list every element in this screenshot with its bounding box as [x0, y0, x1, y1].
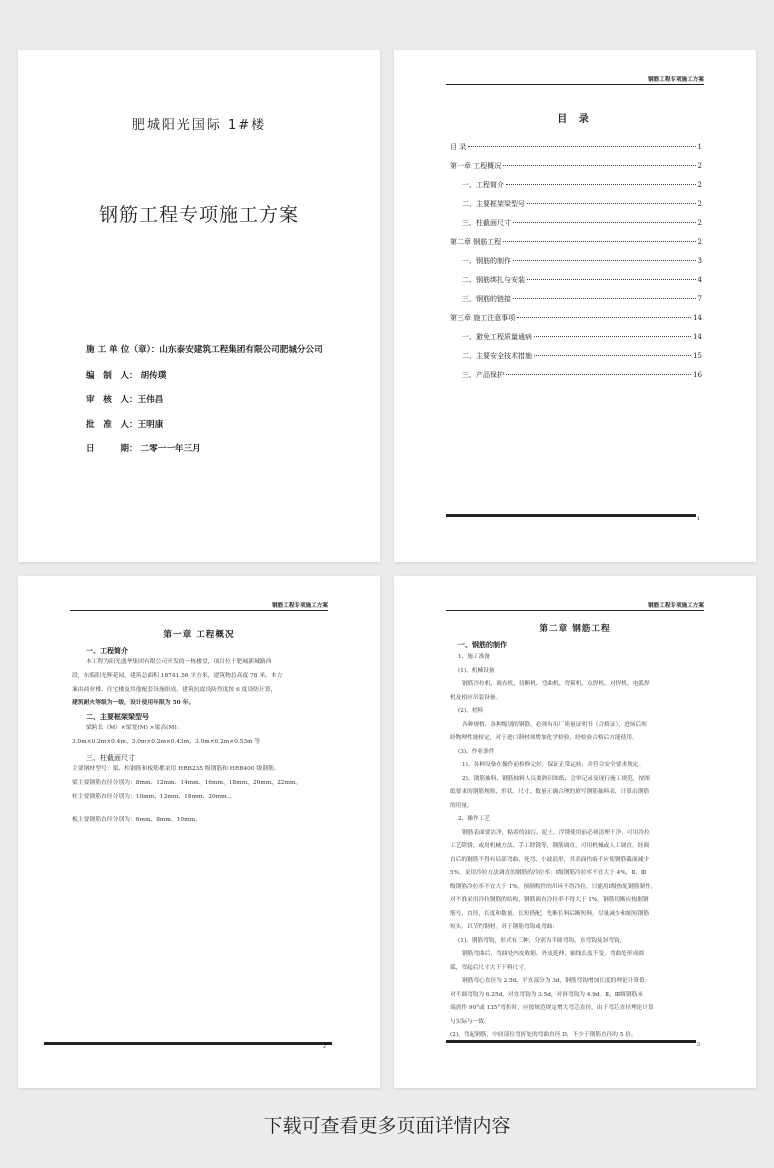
- reviewer: 审 核 人：王伟昌: [86, 395, 164, 405]
- toc-entry-label: 一、工程简介: [462, 181, 504, 189]
- toc-entry-label: 二、主要安全技术措施: [462, 352, 532, 360]
- toc-entry[interactable]: [450, 199, 702, 209]
- toc-leader-dots: [506, 184, 696, 185]
- toc-entry-label: 二、钢筋绑扎与安装: [462, 276, 525, 284]
- toc-leader-dots: [503, 241, 695, 242]
- header-rule: [70, 610, 328, 611]
- paragraph-columns: [72, 763, 362, 828]
- toc-entry-page: 7: [697, 295, 702, 303]
- text-line: 3.0m×0.2m×0.4m、3.0m×0.2m×0.43m、3.0m×0.2m×0.53m 等: [72, 738, 261, 745]
- text-line: 纸要求的钢筋规格、形状、尺寸、数量正确合理的填写钢筋抽料表，计算出钢筋: [450, 789, 650, 795]
- text-line: 钢筋弯曲后，弯曲处内皮收缩、外皮延伸、轴线长度不变，弯曲处形成圆: [462, 951, 644, 957]
- toc-leader-dots: [513, 298, 696, 299]
- chapter-two-body: [450, 651, 708, 1043]
- text-line: 各种规格、各种级别的钢筋，必须有出厂质量证明书（合格证），进场后须: [462, 721, 647, 728]
- toc-entry-page: 16: [693, 371, 702, 379]
- section-heading: 一、工程简介: [86, 646, 128, 655]
- toc-entry-page: 4: [697, 276, 702, 284]
- text-line: 主要钢材型号：梁、柱钢筋和板筋都采用 HRB235 级钢筋和 HRB400 级钢筋。: [72, 766, 280, 772]
- text-line: (2)、弯起钢筋，中间部位弯折处的弯曲直径 D，不少于钢筋直径的 5 倍。: [450, 1032, 637, 1038]
- text-line: 钢筋弯心直径为 2.5d，平直部分为 3d，钢筋弯钩增加长度的理论计算值：: [462, 978, 651, 984]
- compiler: 编 制 人： 胡传璞: [86, 371, 167, 381]
- running-header: 钢筋工程专项施工方案: [648, 603, 704, 609]
- toc-entry-page: 14: [693, 314, 702, 322]
- toc-entry-label: 三、产品保护: [462, 371, 504, 379]
- toc-entry-page: 3: [697, 257, 702, 265]
- page-number: 1: [696, 516, 700, 522]
- download-prompt: 下载可查看更多页面详情内容: [263, 1115, 511, 1137]
- chapter-heading: 第二章 钢筋工程: [539, 624, 611, 634]
- toc-entry-label: 一、避免工程质量通病: [462, 333, 532, 341]
- toc-entry[interactable]: [450, 180, 702, 190]
- toc-entry-label: 目 录: [450, 143, 467, 151]
- toc-entry[interactable]: [450, 237, 702, 247]
- text-line: 2、操作工艺: [458, 816, 491, 822]
- footer-rule: [44, 1042, 332, 1045]
- document-title: 钢筋工程专项施工方案: [98, 204, 299, 226]
- toc-entry[interactable]: [450, 256, 702, 266]
- cover-page: [18, 50, 380, 562]
- toc-leader-dots: [506, 374, 691, 375]
- text-line: 级钢筋冷拉率不宜大于 1%，预制构件的吊环不得冷拉，只能用Ⅰ级热轧钢筋制作，: [450, 883, 657, 890]
- header-rule: [446, 84, 704, 85]
- text-line: 本工程为阳光盛华集团有限公司开发的一栋楼盘，项目位于肥城新城路西: [86, 659, 272, 665]
- text-line: 1、施工准备: [458, 654, 491, 660]
- text-line: 梁主要钢筋直径分别为：8mm、12mm、14mm、16mm、18mm、20mm、22mm。: [72, 779, 302, 786]
- text-line: 经物理性能检定，对于进口钢材须增加化学检验，经检验合格后方能使用。: [450, 735, 638, 741]
- text-line: 柱主要钢筋直径分别为：10mm、12mm、18mm、20mm。。: [72, 793, 236, 800]
- toc-leader-dots: [513, 222, 696, 223]
- toc-entry[interactable]: [450, 218, 702, 228]
- date: 日 期： 二零一一年三月: [86, 444, 201, 454]
- text-line: 直后的钢筋不得有局部弯曲、死弯、小波浪形，其表面伤痕不应使钢筋截面减少: [450, 856, 650, 863]
- toc-entry[interactable]: [450, 294, 702, 304]
- toc-entry[interactable]: [450, 351, 702, 361]
- running-header: 钢筋工程专项施工方案: [648, 77, 704, 83]
- text-line: 弧，弯起后尺寸大于下料尺寸。: [450, 964, 530, 971]
- approver: 批 准 人：王明康: [86, 420, 164, 430]
- toc-leader-dots: [527, 279, 696, 280]
- toc-entry[interactable]: [450, 332, 702, 342]
- text-line: 对不准采用冷拉钢筋的结构，钢筋调直冷拉率不得大于 1%。钢筋切断应根据钢: [450, 897, 649, 903]
- toc-entry[interactable]: [450, 161, 702, 171]
- text-line: 案由商业楼、住宅楼及其他配套设施组成，建筑抗震设防烈度按 6 度设防计算，: [72, 686, 277, 693]
- footer-rule: [446, 1040, 696, 1043]
- text-line: [72, 804, 362, 814]
- toc-entry[interactable]: [450, 370, 702, 380]
- toc-entry-page: 15: [693, 352, 702, 360]
- text-line: 短头，以节约钢材。对于钢筋弯钩或弯曲：: [450, 924, 559, 930]
- text-line: 5%。采用冷拉方法调直的钢筋的冷拉率：Ⅰ级钢筋冷拉率不宜大于 4%，Ⅱ、Ⅲ: [450, 870, 647, 876]
- section-heading: 一、钢筋的制作: [458, 640, 507, 649]
- text-line: 的用量。: [450, 802, 473, 809]
- toc-entry-page: 2: [697, 162, 702, 170]
- toc-leader-dots: [503, 165, 695, 166]
- toc-entry-page: 2: [697, 200, 702, 208]
- chapter-heading: 第一章 工程概况: [163, 630, 235, 640]
- toc-leader-dots: [517, 317, 691, 318]
- footer-rule: [446, 514, 696, 517]
- toc-entry-page: 2: [697, 219, 702, 227]
- section-heading: 三、柱截面尺寸: [86, 754, 135, 762]
- construction-unit: 施 工 单 位（章）：山东泰安建筑工程集团有限公司肥城分公司: [86, 345, 323, 355]
- toc-entry-page: 2: [697, 238, 702, 246]
- text-line: 板主要钢筋直径分别为：6mm、8mm、10mm。: [72, 817, 201, 824]
- toc-entry-label: 一、钢筋的制作: [462, 257, 511, 265]
- paragraph-beams: [72, 722, 352, 750]
- text-line: 1)、各种设备在操作前检修完好，保证正常运转，并符合安全要求规定。: [462, 762, 645, 768]
- project-name: 肥城阳光国际 1#楼: [131, 118, 267, 133]
- text-line: 梁跨长（M）×梁宽(M) ×梁高(M)：: [86, 725, 183, 731]
- chapter-two-page: [394, 576, 756, 1088]
- text-line: 工艺除锈，或用机械方法、手工除锈等，钢筋调直，可用机械或人工调直。经调: [450, 843, 650, 849]
- text-line: 段，东临阳光辉花园，建筑总面积 18741.56 平方米，建筑物总高度 78 米。本方: [72, 672, 283, 679]
- text-line: 机及相应吊装设备。: [450, 694, 502, 701]
- toc-leader-dots: [534, 355, 691, 356]
- text-line: 钢筋表面要洁净，粘着的油污、泥土、浮锈使用前必须清理干净，可用冷拉: [462, 829, 650, 836]
- text-line: 与实际与一致。: [450, 1018, 490, 1025]
- running-header: 钢筋工程专项施工方案: [272, 603, 328, 609]
- toc-leader-dots: [468, 146, 695, 147]
- toc-title: 目 录: [557, 114, 593, 125]
- toc-entry[interactable]: [450, 275, 702, 285]
- toc-entry-label: 第二章 钢筋工程: [450, 238, 502, 246]
- toc-entry-page: 1: [697, 143, 702, 151]
- toc-leader-dots: [527, 203, 696, 204]
- section-heading: 二、主要框架梁型号: [86, 712, 149, 721]
- toc-entry-label: 三、钢筋的链接: [462, 295, 511, 303]
- text-line: 钢筋冷拉机、调直机、切断机、弯曲机、弯箍机、点焊机、对焊机、电弧焊: [462, 681, 650, 687]
- toc-entry-label: 第一章 工程概况: [450, 162, 502, 170]
- chapter-one-page: [18, 576, 380, 1088]
- page-number: 3: [696, 1042, 700, 1048]
- text-line: (1)、钢筋弯钩，形式有三种，分别为半圆弯钩、直弯钩及斜弯钩，: [458, 937, 626, 944]
- text-line: 建筑耐火等级为一级，设计使用年限为 50 年。: [72, 700, 195, 707]
- toc-entry-page: 2: [697, 181, 702, 189]
- text-line: (3)、作业条件: [458, 748, 495, 755]
- toc-entry[interactable]: [450, 142, 702, 152]
- toc-entry-label: 三、柱截面尺寸: [462, 219, 511, 227]
- toc-entry-label: 第三章 施工注意事项: [450, 314, 516, 322]
- page-number: 2: [322, 1044, 326, 1050]
- paragraph-intro: [72, 656, 344, 711]
- text-line: (2)、材料: [458, 708, 484, 714]
- toc-leader-dots: [513, 260, 696, 261]
- text-line: 端需作 90°或 135°弯折时，应按规范规定增大弯芯直径，由于弯芯直径理论计算: [450, 1005, 654, 1011]
- text-line: (1)、机械设备: [458, 667, 495, 674]
- toc-leader-dots: [534, 336, 691, 337]
- toc-page: [394, 50, 756, 562]
- text-line: 对半圆弯钩为 6.25d，对直弯钩为 3.5d，对斜弯钩为 4.9d。Ⅱ、Ⅲ级钢筋末: [450, 991, 643, 998]
- text-line: 2)、钢筋抽料、钢筋抽料人员要熟识图纸、会审记录及现行施工规范，按图: [462, 775, 650, 782]
- header-rule: [446, 610, 704, 611]
- toc-entry[interactable]: [450, 313, 702, 323]
- toc-entry-page: 14: [693, 333, 702, 341]
- toc-entry-label: 二、主要框架梁型号: [462, 200, 525, 208]
- text-line: 筋号、直径、长度和数量，长短搭配，先断长料后断短料，尽量减少和缩短钢筋: [450, 910, 650, 917]
